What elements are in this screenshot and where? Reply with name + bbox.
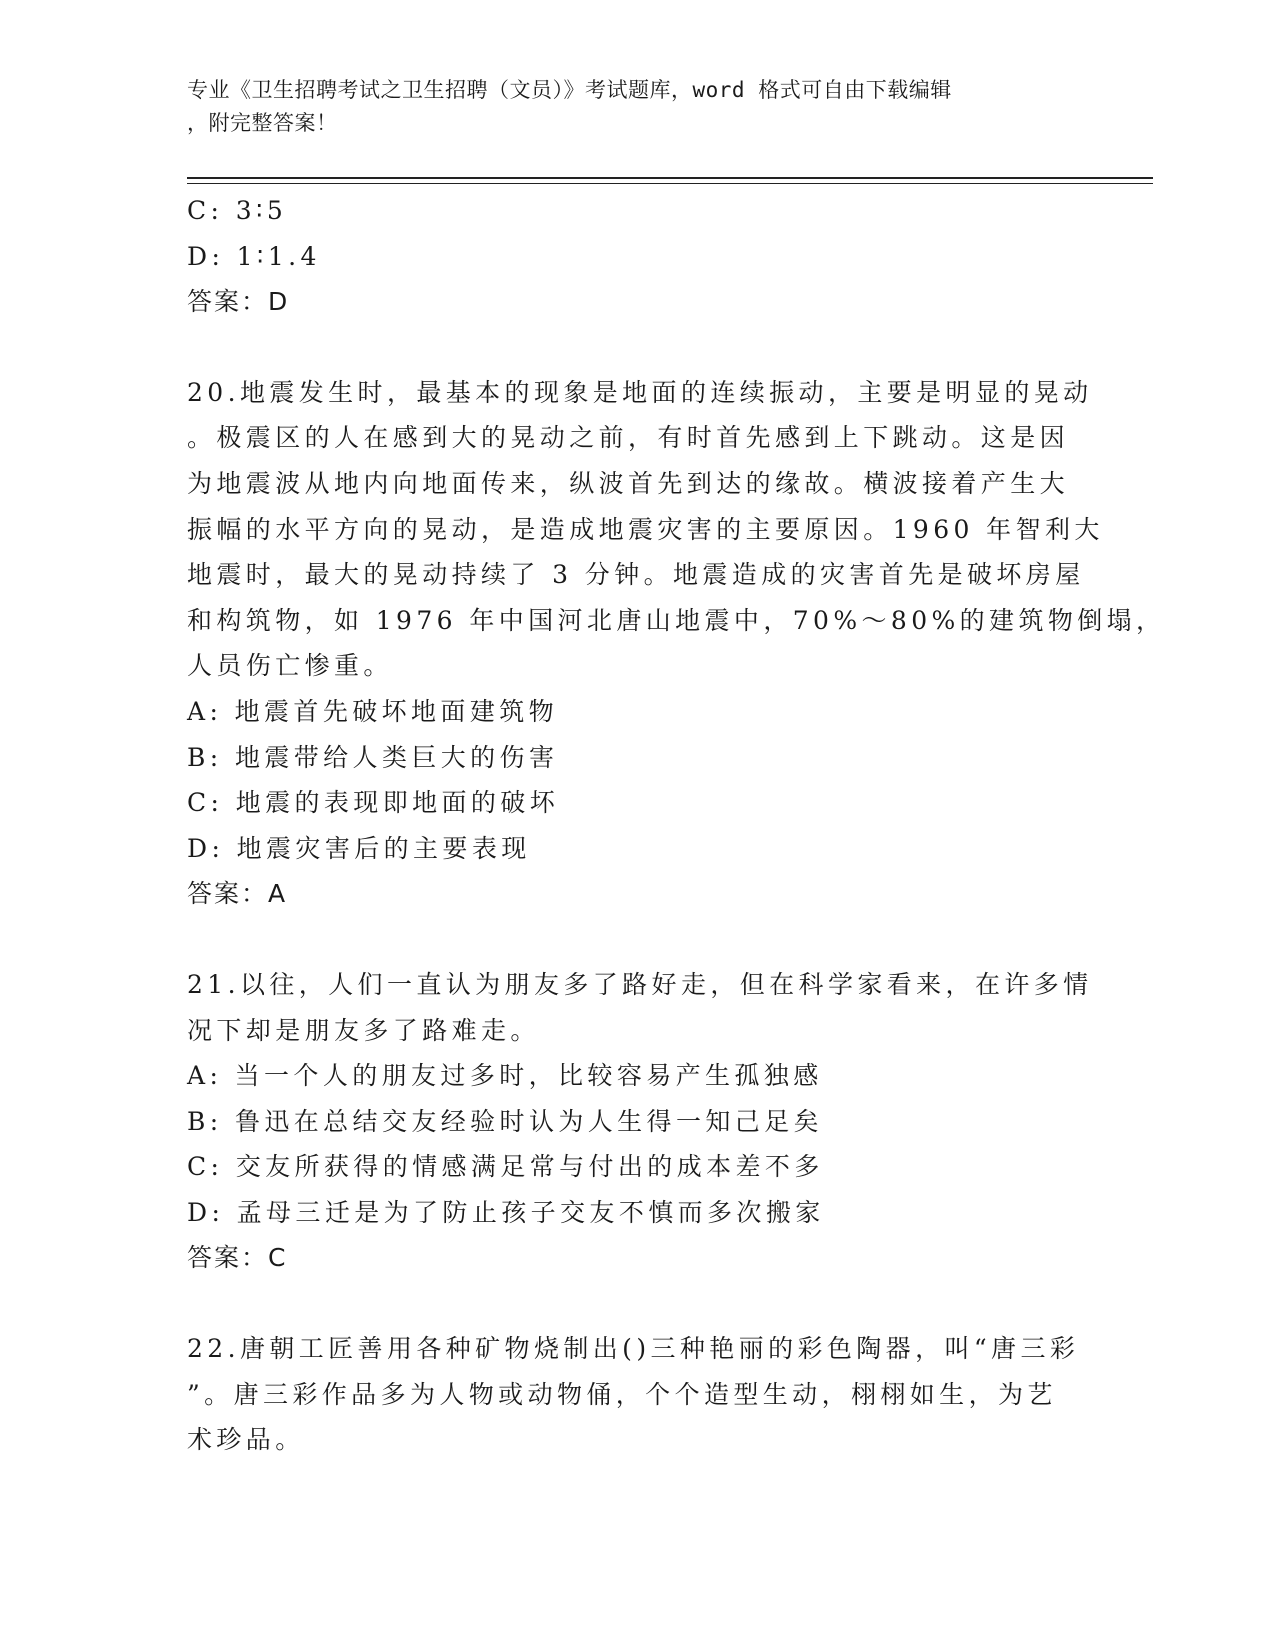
option-d: D: 1∶1.4 [187,241,321,271]
question-19-tail [187,188,1087,325]
option-c: C: 3∶5 [187,196,288,225]
question-text-line: ”。唐三彩作品多为人物或动物俑，个个造型生动，栩栩如生，为艺 [187,1379,1057,1409]
header-rule-thick [187,177,1153,179]
option-d: D: 地震灾害后的主要表现 [187,833,531,863]
question-22 [187,1326,1087,1463]
question-text-line: 和构筑物，如 1976 年中国河北唐山地震中，70%～80%的建筑物倒塌， [187,605,1166,635]
option-c: C: 交友所获得的情感满足常与付出的成本差不多 [187,1152,824,1182]
page-content [187,188,1166,1463]
question-text-line: 术珍品。 [187,1425,305,1455]
header-line-2: ，附完整答案！ [187,111,338,135]
question-text-line: 人员伤亡惨重。 [187,651,393,681]
header-line-1: 专业《卫生招聘考试之卫生招聘（文员）》考试题库，word 格式可自由下载编辑 [187,78,952,102]
option-d: D: 孟母三迁是为了防止孩子交友不慎而多次搬家 [187,1197,825,1227]
option-b: B: 地震带给人类巨大的伤害 [187,742,559,772]
question-text-line: 振幅的水平方向的晃动，是造成地震灾害的主要原因。1960 年智利大 [187,514,1104,544]
question-text-line: 为地震波从地内向地面传来，纵波首先到达的缘故。横波接着产生大 [187,468,1070,498]
question-text-line: 地震时，最大的晃动持续了 3 分钟。地震造成的灾害首先是破坏房屋 [187,560,1085,590]
option-a: A: 地震首先破坏地面建筑物 [187,696,559,726]
option-c: C: 地震的表现即地面的破坏 [187,788,560,818]
document-header [187,74,1087,140]
answer-line: 答案：A [187,879,288,909]
question-20 [187,370,1166,917]
question-text-line: 22.唐朝工匠善用各种矿物烧制出()三种艳丽的彩色陶器，叫“唐三彩 [187,1334,1080,1364]
question-21 [187,962,1093,1281]
answer-line: 答案：D [187,287,290,317]
question-text-line: 20.地震发生时，最基本的现象是地面的连续振动，主要是明显的晃动 [187,377,1093,407]
option-b: B: 鲁迅在总结交友经验时认为人生得一知己足矣 [187,1106,823,1136]
question-text-line: 21.以往，人们一直认为朋友多了路好走，但在科学家看来，在许多情 [187,969,1093,999]
header-rule-thin [187,183,1153,184]
question-text-line: 。极震区的人在感到大的晃动之前，有时首先感到上下跳动。这是因 [187,423,1070,453]
option-a: A: 当一个人的朋友过多时，比较容易产生孤独感 [187,1061,823,1091]
answer-line: 答案：C [187,1243,288,1273]
question-text-line: 况下却是朋友多了路难走。 [187,1015,540,1045]
